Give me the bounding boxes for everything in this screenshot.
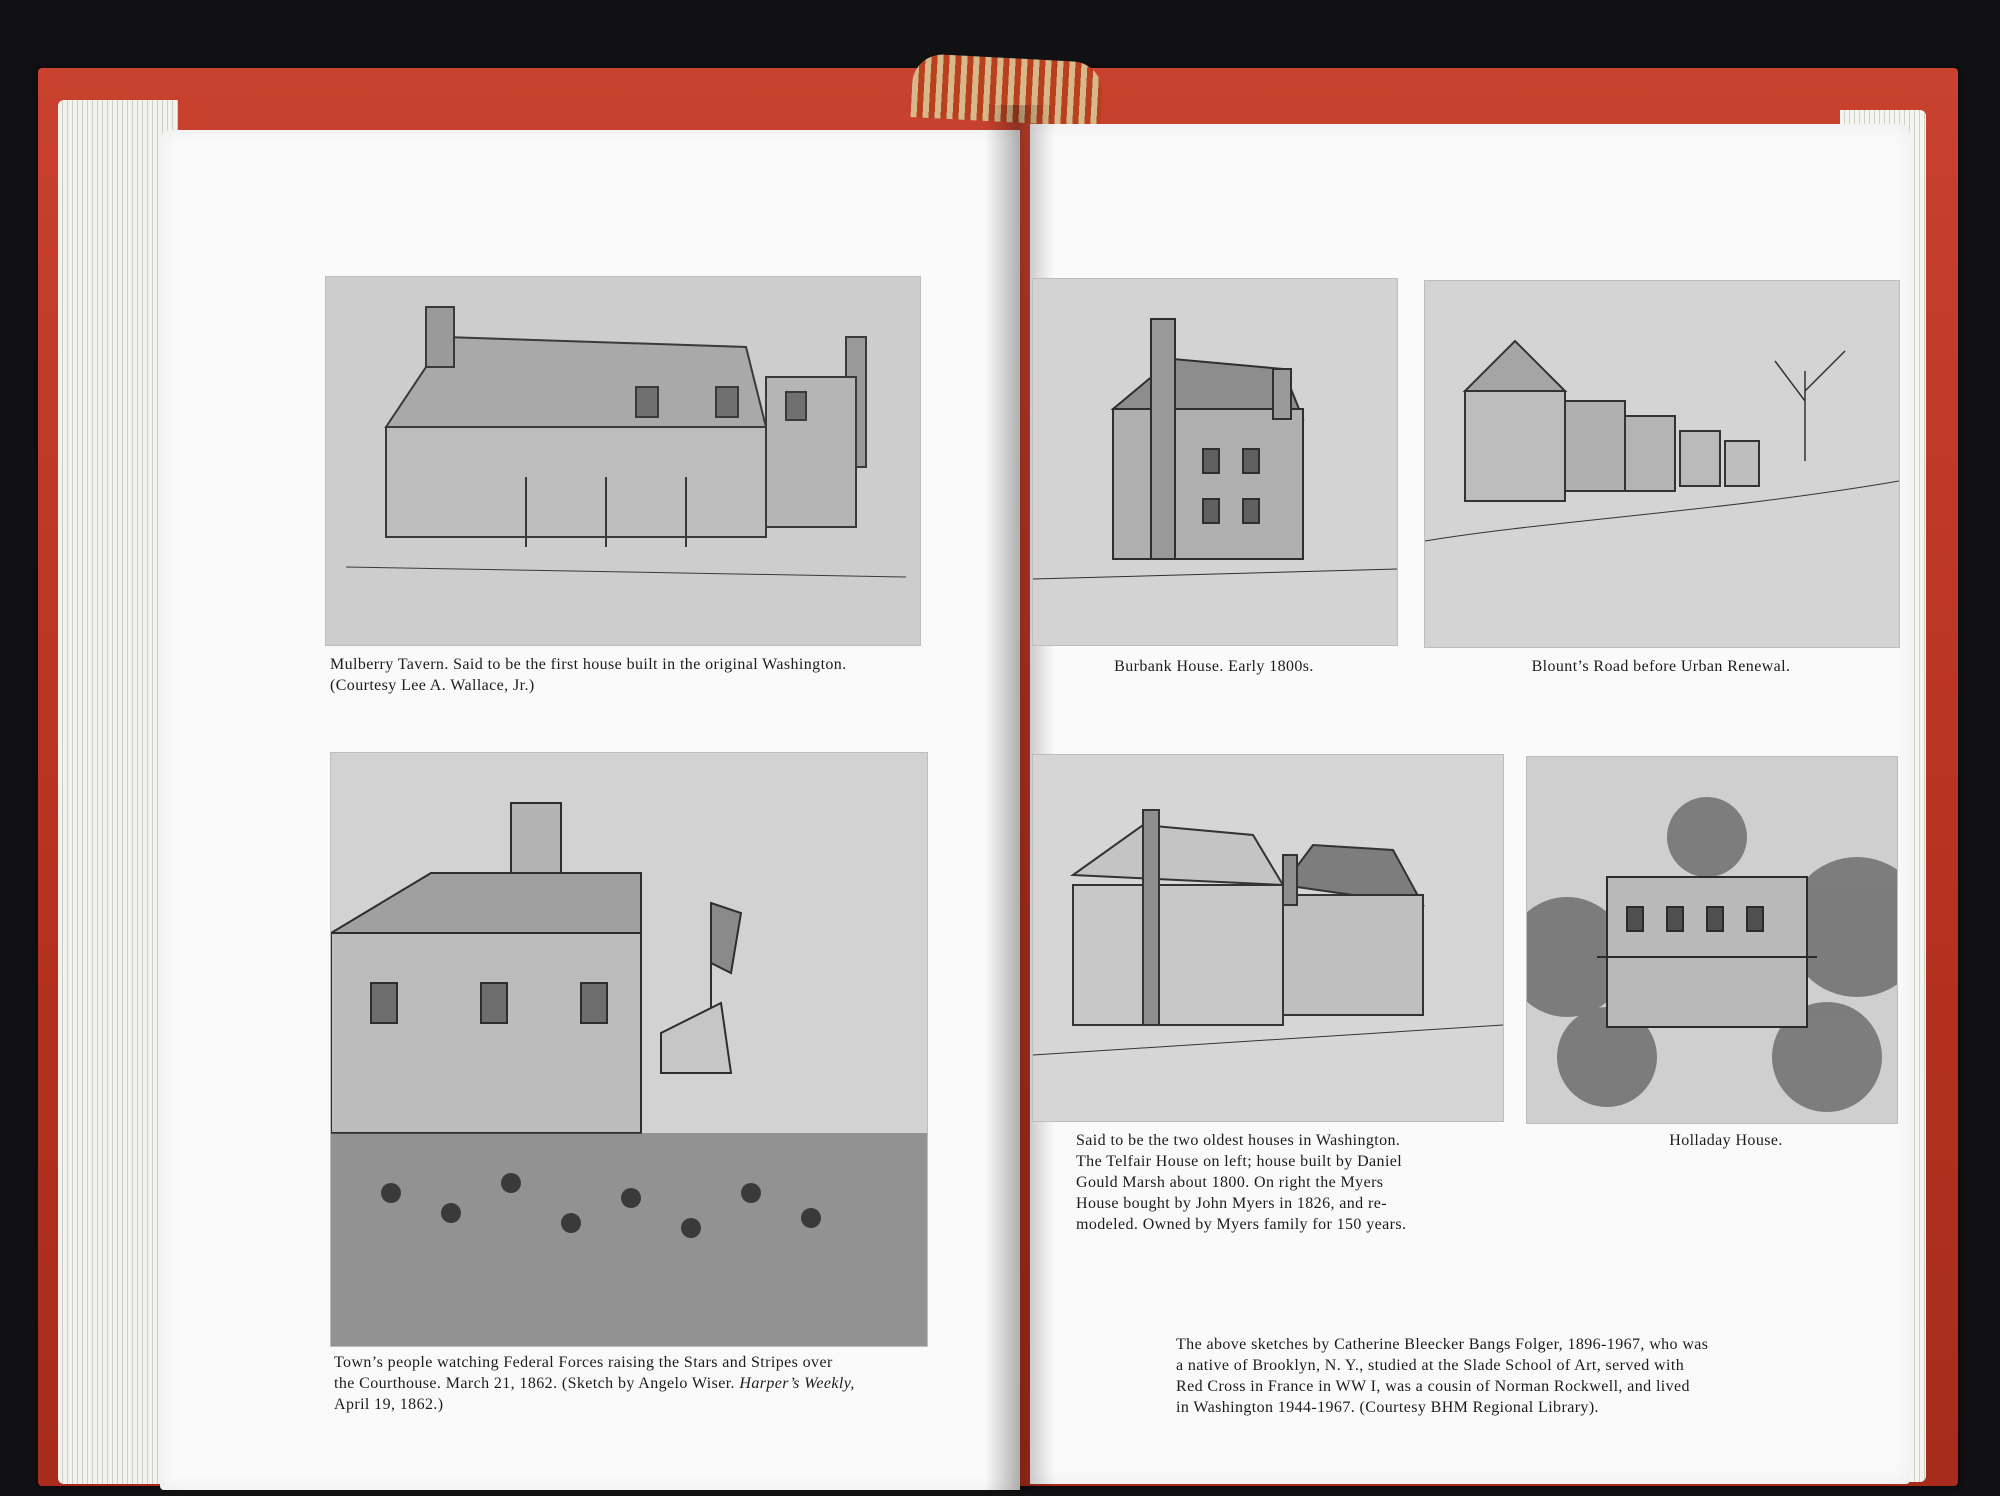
caption-line: Gould Marsh about 1800. On right the Myers xyxy=(1076,1174,1384,1191)
caption-line: Mulberry Tavern. Said to be the first house built in the original Washington. xyxy=(330,656,847,673)
burbank-house-sketch xyxy=(1032,278,1398,646)
courthouse-flag-raising-engraving xyxy=(330,752,928,1347)
holladay-house-sketch xyxy=(1526,756,1898,1124)
mulberry-tavern-sketch xyxy=(325,276,921,646)
two-oldest-houses-caption xyxy=(1076,1130,1448,1235)
caption-line: Said to be the two oldest houses in Washington. xyxy=(1076,1132,1401,1149)
sketches-attribution-note xyxy=(1176,1334,1748,1418)
caption-text: the Courthouse. March 21, 1862. (Sketch by Angelo Wiser. xyxy=(334,1375,740,1392)
caption-line: April 19, 1862.) xyxy=(334,1396,444,1413)
blounts-road-caption xyxy=(1424,656,1898,677)
caption-line: modeled. Owned by Myers family for 150 years. xyxy=(1076,1216,1407,1233)
caption-line: Holladay House. xyxy=(1669,1132,1783,1149)
caption-line: Town’s people watching Federal Forces raising the Stars and Stripes over xyxy=(334,1354,833,1371)
caption-line: Blount’s Road before Urban Renewal. xyxy=(1531,658,1791,675)
mulberry-tavern-caption xyxy=(330,654,930,696)
two-oldest-houses-sketch xyxy=(1032,754,1504,1122)
caption-line: The above sketches by Catherine Bleecker Bangs Folger, 1896-1967, who was xyxy=(1176,1336,1709,1353)
caption-line: Burbank House. Early 1800s. xyxy=(1114,658,1314,675)
caption-line: in Washington 1944-1967. (Courtesy BHM Regional Library). xyxy=(1176,1399,1599,1416)
holladay-house-caption xyxy=(1596,1130,1856,1151)
caption-line: (Courtesy Lee A. Wallace, Jr.) xyxy=(330,677,535,694)
caption-line: House bought by John Myers in 1826, and re- xyxy=(1076,1195,1387,1212)
blounts-road-sketch xyxy=(1424,280,1900,648)
caption-line: Red Cross in France in WW I, was a cousin of Norman Rockwell, and lived xyxy=(1176,1378,1690,1395)
caption-line: a native of Brooklyn, N. Y., studied at the Slade School of Art, served with xyxy=(1176,1357,1685,1374)
caption-line: The Telfair House on left; house built by Daniel xyxy=(1076,1153,1403,1170)
burbank-house-caption xyxy=(1032,656,1396,677)
courthouse-caption xyxy=(334,1352,926,1415)
caption-line xyxy=(334,1373,926,1394)
harpers-weekly-title: Harper’s Weekly, xyxy=(739,1375,855,1392)
